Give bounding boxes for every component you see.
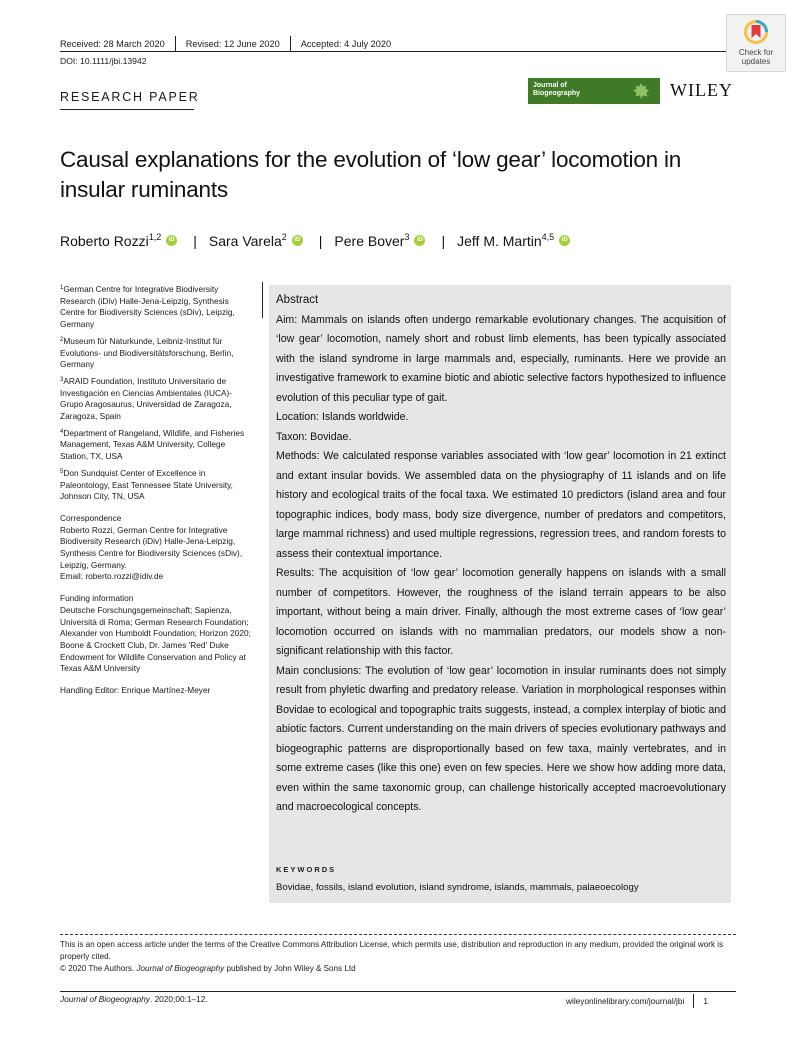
correspondence	[60, 513, 255, 583]
abstract-methods: Methods: We calculated response variables associated with ‘low gear’ locomotion in 21 extinct and extant insular bovids. We assembled data on the physiography of 11 islands and on life history and ecological traits of the focal taxa. We estimated 10 predictors (island area and four topographic indices, body mass, body size divergence, number of predators and competitors, large mammal richness) and used multiple regressions, regression trees, and random forests to assess their contextual importance.	[276, 450, 726, 560]
author-separator: |	[193, 232, 197, 249]
funding	[60, 593, 255, 675]
funding-heading: Funding information	[60, 593, 134, 604]
correspondence-text: Roberto Rozzi, German Centre for Integrative Biodiversity Research (iDiv) Halle-Jena-Leipzig, Synthesis Centre for Biodiversity Sciences (sDiv), Leipzig, Germany.	[60, 524, 243, 570]
abstract-conclusions: Main conclusions: The evolution of ‘low gear’ locomotion in insular ruminants does not simply result from phyletic dwarfing and predatory release. Variation in morphological responses within Bovidae to ecological and topographic traits suggests, instead, a complex interplay of biotic and abiotic factors. Current understanding on the main drivers of species evolutionary pathways and biogeographic patterns are disproportionally based on few taxa, mainly vertebrates, and in some extreme cases (like this one) even on few species. Here we show how adding more data, even within the same taxonomic group, can challenge historically accepted macroevolutionary and macroecological concepts.	[276, 664, 726, 813]
footer-rule	[60, 991, 736, 992]
affiliation: $^1$German Centre for Integrative Biodiversity Research (iDiv) Halle-Jena-Leipzig, Synthesis Centre for Biodiversity Sciences (sDiv), Leipzig, Germany	[60, 284, 235, 330]
author-separator: |	[318, 232, 323, 249]
check-for-updates-button[interactable]	[726, 14, 786, 72]
abstract-marker-line	[262, 282, 263, 318]
author[interactable]: Roberto Rozzi$^{1,2}$	[60, 232, 162, 249]
divider	[290, 36, 291, 52]
abstract-aim: Aim: Mammals on islands often undergo remarkable evolutionary changes. The acquisition of ‘low gear’ locomotion, namely short and robust limb elements, has been typically associated with the island syndrome in large mammals and, especially, ruminants. Here we provide an investigative framework to examine biotic and abiotic selective factors hypothesized to influence evolution of this peculiar type of gait.	[276, 313, 726, 404]
journal-logo[interactable]	[528, 78, 660, 104]
paper-title: Causal explanations for the evolution of ‘low gear’ locomotion in insular ruminants	[60, 147, 682, 202]
crossmark-icon	[743, 19, 769, 47]
article-type-underline	[60, 109, 194, 110]
author[interactable]: Sara Varela$^2$	[208, 232, 287, 249]
abstract-heading: Abstract	[276, 294, 319, 306]
author[interactable]: Pere Bover$^3$	[334, 232, 410, 249]
keywords-list: Bovidae, fossils, island evolution, island syndrome, islands, mammals, palaeoecology	[276, 882, 639, 893]
abstract-box	[269, 285, 731, 903]
keywords-heading: KEYWORDS	[276, 865, 337, 874]
handling-editor: Handling Editor: Enrique Martínez-Meyer	[60, 685, 211, 696]
divider	[693, 994, 694, 1008]
divider	[175, 36, 176, 52]
correspondence-heading: Correspondence	[60, 512, 122, 523]
affiliation: $^2$Museum für Naturkunde, Leibniz-Institut für Evolutions- und Biodiversitätsforschung, Berlin, Germany	[60, 335, 234, 370]
abstract-taxon: Taxon: Bovidae.	[276, 430, 352, 443]
revised-date: Revised: 12 June 2020	[185, 39, 280, 49]
copyright: © 2020 The Authors. Journal of Biogeography published by John Wiley & Sons Ltd	[60, 964, 356, 973]
leaf-icon	[632, 82, 650, 100]
abstract-location: Location: Islands worldwide.	[276, 411, 409, 423]
page-number: 1	[703, 996, 708, 1006]
correspondence-email[interactable]: Email: roberto.rozzi@idiv.de	[60, 571, 164, 582]
doi[interactable]: DOI: 10.1111/jbi.13942	[60, 56, 147, 66]
funding-text: Deutsche Forschungsgemeinschaft; Sapienza, Università di Roma; German Research Foundation; Alexander von Humboldt Foundation; Horizon 2020; Boone & Crockett Club, Dr. James 'Red' Duke Endowment for Wildlife Conservation and Policy at Texas A&M University	[60, 604, 251, 674]
header-rule	[60, 51, 736, 52]
article-type: RESEARCH PAPER	[60, 90, 200, 104]
publisher-logo[interactable]: WILEY	[670, 80, 733, 100]
journal-url[interactable]: wileyonlinelibrary.com/journal/jbi	[566, 996, 685, 1006]
footer-dashed-rule	[60, 934, 736, 935]
check-updates-line2: updates	[741, 57, 771, 66]
affiliation: $^5$Don Sundquist Center of Excellence in Paleontology, East Tennessee State University, Johnson City, TN, USA	[60, 467, 233, 502]
orcid-icon[interactable]: iD	[166, 235, 177, 246]
journal-logo-line1: Journal of	[533, 82, 567, 89]
received-date: Received: 28 March 2020	[60, 39, 165, 49]
footer-right	[566, 994, 708, 1008]
orcid-icon[interactable]: iD	[414, 235, 425, 246]
affiliation: $^3$ARAID Foundation, Instituto Universitario de Investigación en Ciencias Ambientales (IUCA)-Grupo Aragosaurus, Universidad de Zaragoza, Zaragoza, Spain	[60, 375, 233, 422]
check-updates-line1: Check for	[738, 48, 774, 57]
orcid-icon[interactable]: iD	[292, 235, 303, 246]
abstract-results: Results: The acquisition of ‘low gear’ locomotion generally happens on islands with a small number of competitors. However, the roughness of the island terrain appears to be also important, without being a main driver. Finally, although the most extreme cases of ‘low gear’ locomotion occurred on islands with no mammalian predators, our models show a non-significant relationship with this factor.	[276, 567, 726, 657]
license-notice	[60, 939, 740, 975]
sidebar-info	[60, 283, 255, 697]
orcid-icon[interactable]: iD	[559, 235, 570, 246]
citation: Journal of Biogeography. 2020;00:1–12.	[60, 994, 208, 1004]
journal-logo-line2: Biogeography	[533, 90, 581, 97]
license-text: This is an open access article under the terms of the Creative Commons Attribution License, which permits use, distribution and reproduction in any medium, provided the original work is properly cited.	[60, 940, 724, 961]
article-dates	[60, 36, 391, 52]
author-separator: |	[441, 232, 446, 249]
accepted-date: Accepted: 4 July 2020	[300, 39, 392, 49]
affiliation: $^4$Department of Rangeland, Wildlife, and Fisheries Management, Texas A&M University, College Station, TX, USA	[60, 427, 245, 462]
author-list	[60, 232, 570, 249]
author[interactable]: Jeff M. Martin$^{4,5}$	[457, 232, 555, 249]
